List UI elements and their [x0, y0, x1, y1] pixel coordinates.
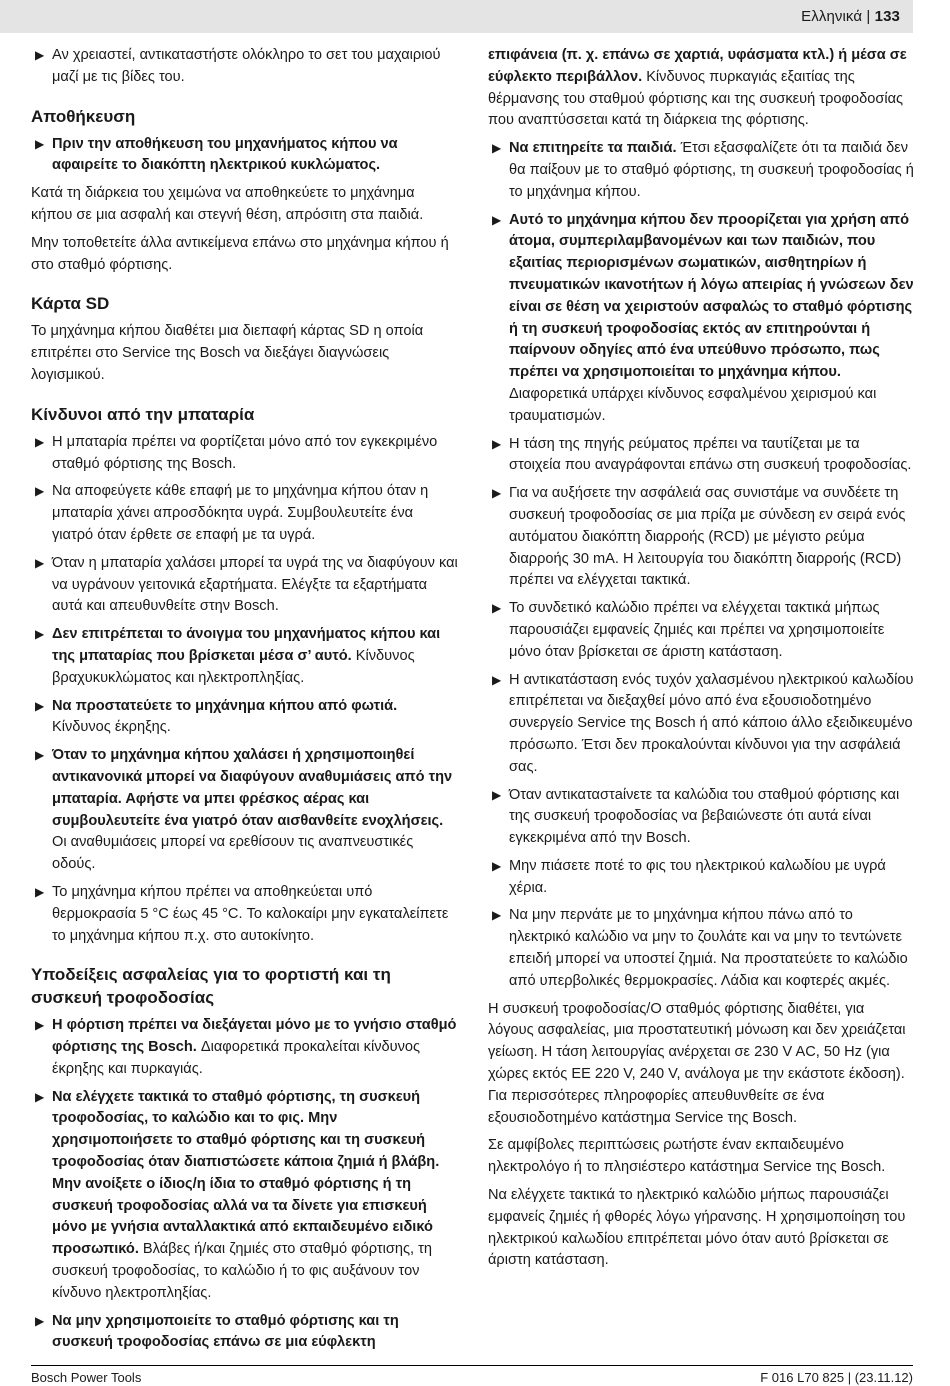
- body-text: Η συσκευή τροφοδοσίας/Ο σταθμός φόρτισης διαθέτει, για λόγους ασφαλείας, μια προστατευτική μόνωση και δεν χρειάζεται γείωση. Η τάση λειτουργίας ανέρχεται σε 230 V AC, 50 Hz (για χώρες εκτός ΕΕ 220 V, 240 V, ανάλογα με την εκάστοτε έκδοση). Για περισσότερες πληροφορίες απευθυνθείτε σε ένα εξουσιοδοτημένο κατάστημα Service της Bosch.: [488, 1000, 906, 1126]
- paragraph: [488, 1135, 914, 1179]
- body-text: Να ελέγχετε τακτικά το ηλεκτρικό καλώδιο μήπως παρουσιάζει εμφανείς ζημιές ή φθορές λόγω γήρανσης. Η χρησιμοποίηση του ηλεκτρικού καλωδίου επιτρέπεται μόνο όταν αυτό βρίσκεται σε άριστη κατάσταση.: [488, 1187, 906, 1269]
- bullet-item: [488, 138, 914, 203]
- bullet-item: [31, 1311, 458, 1355]
- body-text: Κίνδυνος βραχυκυκλώματος και ηλεκτροπληξίας.: [52, 647, 415, 686]
- bullet-item: [31, 45, 458, 89]
- section-heading: Κίνδυνοι από την μπαταρία: [31, 404, 255, 424]
- bold-text: Δεν επιτρέπεται το άνοιγμα του μηχανήματος κήπου και της μπαταρίας που βρίσκεται μέσα σ’ αυτό.: [52, 626, 441, 664]
- bullet-arrow-icon: ▶: [35, 1089, 45, 1104]
- bullet-arrow-icon: ▶: [35, 484, 45, 499]
- body-text: Όταν αντικαταστaίνετε τα καλώδια του σταθμού φόρτισης και της συσκευή τροφοδοσίας να βεβαιώνεστε ότι αυτά είναι εγκεκριμένα από την Bosch.: [509, 786, 900, 847]
- body-text: Η τάση της πηγής ρεύματος πρέπει να ταυτίζεται με τα στοιχεία που αναγράφονται επάνω στη συσκευή τροφοδοσίας.: [509, 435, 912, 474]
- body-text: Όταν η μπαταρία χαλάσει μπορεί τα υγρά της να διαφύγουν και να υγράνουν γειτονικά εξαρτήματα. Ελέγξτε τα εξαρτήματα αυτά και απευθυνθείτε στην Bosch.: [52, 554, 458, 615]
- body-text: Έτσι εξασφαλίζετε ότι τα παιδιά δεν θα παίξουν με το σταθμό φόρτισης, τη συσκευή τροφοδοσίας ή το μηχάνημα κήπου.: [509, 140, 914, 200]
- paragraph: [488, 45, 914, 132]
- bullet-arrow-icon: ▶: [35, 1018, 45, 1033]
- bullet-arrow-icon: ▶: [492, 141, 502, 156]
- bold-text: Πριν την αποθήκευση του μηχανήματος κήπου να αφαιρείτε το διακόπτη ηλεκτρικού κυκλώματος.: [52, 135, 398, 174]
- body-text: Η μπαταρία πρέπει να φορτίζεται μόνο από τον εγκεκριμένο σταθμό φόρτισης της Bosch.: [52, 433, 438, 472]
- bullet-arrow-icon: ▶: [492, 601, 502, 616]
- body-text: Βλάβες ή/και ζημιές στο σταθμό φόρτισης, τη συσκευή τροφοδοσίας, το καλώδιο ή το φις αυξάνουν τον κίνδυνο ηλεκτροπληξίας.: [52, 1241, 432, 1301]
- bullet-item: [488, 670, 914, 779]
- body-text: Για να αυξήσετε την ασφάλειά σας συνιστάμε να συνδέετε τη συσκευή τροφοδοσίας σε μια πρίζα με σύνδεση εν σειρά ενός αυτόματου διακόπτη διαρροής (RCD) με μέγιστο ρεύμα διαρροής 30 mA. Η λειτουργία του διακόπτη διαρροής (RCD) πρέπει να ελέγχεται τακτικά.: [509, 485, 906, 589]
- paragraph: [488, 1185, 914, 1272]
- page-header: [801, 8, 900, 25]
- header-language: Ελληνικά: [801, 8, 863, 25]
- bold-text: Να ελέγχετε τακτικά το σταθμό φόρτισης, τη συσκευή τροφοδοσίας, το καλώδιο και το φις. Μην χρησιμοποιήσετε το σταθμό φόρτισης και τη συσκευή τροφοδοσίας όταν διαπιστώσετε κάποια ζημιά ή βλάβη. Μην ανοίξετε ο ίδιος/η ίδια το σταθμό φόρτισης ή τη συσκευή τροφοδοσίας αλλά να τα δίνετε για επισκευή μόνο με γνήσια ανταλλακτικά από εκπαιδευμένο ειδικό προσωπικό.: [52, 1088, 440, 1258]
- left-column: [31, 45, 458, 1360]
- bullet-item: [488, 434, 914, 478]
- footer-doc-id: F 016 L70 825 | (23.11.12): [760, 1370, 913, 1385]
- bold-text: Αυτό το μηχάνημα κήπου δεν προορίζεται για χρήση από άτομα, συμπεριλαμβανομένων και των παιδιών, που εξαιτίας περιορισμένων σωματικών, αισθητηρίων ή πνευματικών ικανοτήτων ή λόγω απειρίας ή γνώσεων δεν είναι σε θέση να χειριστούν ασφαλώς το σταθμό φόρτισης ή τη συσκευή τροφοδοσίας εκτός αν επιτηρούνται ή παίρνουν οδηγίες από ένα υπεύθυνο πρόσωπο, πως πρέπει να χρησιμοποιείται το μηχάνημα κήπου.: [509, 211, 914, 381]
- header-separator: |: [866, 8, 871, 25]
- bullet-arrow-icon: ▶: [35, 884, 45, 899]
- bullet-arrow-icon: ▶: [492, 858, 502, 873]
- section-heading: Αποθήκευση: [31, 106, 136, 126]
- bullet-arrow-icon: ▶: [492, 436, 502, 451]
- bullet-arrow-icon: ▶: [35, 555, 45, 570]
- bullet-item: [488, 905, 914, 992]
- bullet-arrow-icon: ▶: [35, 748, 45, 763]
- body-text: Το συνδετικό καλώδιο πρέπει να ελέγχεται τακτικά μήπως παρουσιάζει εμφανείς ζημιές και πρέπει να χρησιμοποιείτε μόνο όταν βρίσκεται σε άριστη κατάσταση.: [509, 600, 885, 660]
- bullet-item: [31, 624, 458, 689]
- body-text: Το μηχάνημα κήπου πρέπει να αποθηκεύεται υπό θερμοκρασία 5 °C έως 45 °C. Το καλοκαίρι μην εγκαταλείπετε το μηχάνημα κήπου π.χ. στο αυτοκίνητο.: [52, 883, 449, 944]
- paragraph: [31, 183, 458, 227]
- bullet-item: [31, 553, 458, 618]
- bullet-item: [488, 598, 914, 663]
- body-text: Σε αμφίβολες περιπτώσεις ρωτήστε έναν εκπαιδευμένο ηλεκτρολόγο ή το πλησιέστερο κατάστημα Service της Bosch.: [488, 1137, 886, 1176]
- paragraph: [488, 999, 914, 1130]
- paragraph: [31, 321, 458, 386]
- body-text: Μην τοποθετείτε άλλα αντικείμενα επάνω στο μηχάνημα κήπου ή στο σταθμό φόρτισης.: [31, 234, 449, 273]
- section-heading: Υποδείξεις ασφαλείας για το φορτιστή και τη συσκευή τροφοδοσίας: [31, 965, 391, 1008]
- bold-text: Να επιτηρείτε τα παιδιά.: [509, 140, 677, 157]
- bullet-item: [31, 1015, 458, 1080]
- bullet-item: [31, 432, 458, 476]
- bullet-item: [31, 745, 458, 876]
- bullet-item: [488, 785, 914, 850]
- body-text: Κίνδυνος πυρκαγιάς εξαιτίας της θέρμανσης του σταθμού φόρτισης και της συσκευή τροφοδοσίας που αναπτύσσεται κατά τη διάρκεια της φόρτισης.: [488, 68, 904, 129]
- bullet-arrow-icon: ▶: [492, 486, 502, 501]
- bold-text: Να προστατεύετε το μηχάνημα κήπου από φωτιά.: [52, 697, 398, 714]
- body-text: Κατά τη διάρκεια του χειμώνα να αποθηκεύετε το μηχάνημα κήπου σε μια ασφαλή και στεγνή θέση, απρόσιτη στα παιδιά.: [31, 185, 424, 223]
- body-text: Μην πιάσετε ποτέ το φις του ηλεκτρικού καλωδίου με υγρά χέρια.: [509, 857, 886, 896]
- footer-divider: [31, 1365, 913, 1366]
- bullet-arrow-icon: ▶: [35, 136, 45, 151]
- body-text: Να μην περνάτε με το μηχάνημα κήπου πάνω από το ηλεκτρικό καλώδιο να μην το ζουλάτε και να μην το τεντώνετε επειδή μπορεί να υποστεί ζημιά. Να προστατεύετε το καλώδιο από υπερβολικές θερμοκρασίες. Λάδια και κοφτερές ακμές.: [509, 907, 908, 989]
- bullet-item: [31, 1087, 458, 1305]
- bullet-arrow-icon: ▶: [35, 698, 45, 713]
- bullet-item: [488, 210, 914, 428]
- page-number: 133: [874, 8, 900, 25]
- bullet-item: [31, 696, 458, 740]
- body-text: Το μηχάνημα κήπου διαθέτει μια διεπαφή κάρτας SD η οποία επιτρέπει στο Service της Bosch να διεξάγει διαγνώσεις λογισμικού.: [31, 323, 424, 383]
- bullet-arrow-icon: ▶: [35, 48, 45, 62]
- body-text: Διαφορετικά προκαλείται κίνδυνος έκρηξης και πυρκαγιάς.: [52, 1039, 421, 1077]
- bullet-item: [31, 481, 458, 546]
- bold-text: Να μην χρησιμοποιείτε το σταθμό φόρτισης και τη συσκευή τροφοδοσίας επάνω σε μια εύφλεκτη: [52, 1312, 399, 1351]
- body-text: Αν χρειαστεί, αντικαταστήστε ολόκληρο το σετ του μαχαιριού μαζί με τις βίδες του.: [52, 47, 441, 85]
- bullet-arrow-icon: ▶: [492, 908, 502, 923]
- body-text: Να αποφεύγετε κάθε επαφή με το μηχάνημα κήπου όταν η μπαταρία χάνει απροσδόκητα υγρά. Συμβουλευτείτε ένα γιατρό όταν έρθετε σε επαφή με τα υγρά.: [52, 483, 429, 543]
- bullet-arrow-icon: ▶: [492, 672, 502, 687]
- bullet-arrow-icon: ▶: [35, 434, 45, 449]
- paragraph: [31, 233, 458, 277]
- bullet-arrow-icon: ▶: [492, 787, 502, 802]
- bold-text: επιφάνεια (π. χ. επάνω σε χαρτιά, υφάσματα κτλ.) ή μέσα σε εύφλεκτο περιβάλλον.: [488, 47, 907, 85]
- body-text: Κίνδυνος έκρηξης.: [52, 719, 171, 736]
- bullet-item: [31, 882, 458, 947]
- header-band: [0, 0, 913, 33]
- bullet-item: [488, 856, 914, 900]
- bold-text: Όταν το μηχάνημα κήπου χαλάσει ή χρησιμοποιηθεί αντικανονικά μπορεί να διαφύγουν αναθυμιάσεις από την μπαταρία. Αφήστε να μπει φρέσκος αέρας και συμβουλευτείτε ένα γιατρό όταν αισθανθείτε ενοχλήσεις.: [52, 747, 453, 829]
- bullet-item: [488, 483, 914, 592]
- bullet-arrow-icon: ▶: [492, 212, 502, 227]
- section-heading: Κάρτα SD: [31, 294, 110, 314]
- body-text: Διαφορετικά υπάρχει κίνδυνος εσφαλμένου χειρισμού και τραυματισμών.: [509, 385, 877, 424]
- bullet-item: [31, 134, 458, 178]
- right-column: [488, 45, 914, 1278]
- bullet-arrow-icon: ▶: [35, 627, 45, 642]
- body-text: Οι αναθυμιάσεις μπορεί να ερεθίσουν τις αναπνευστικές οδούς.: [52, 834, 414, 873]
- body-text: Η αντικατάσταση ενός τυχόν χαλασμένου ηλεκτρικού καλωδίου επιτρέπεται να διεξαχθεί μόνο από ένα εξουσιοδοτημένο συνεργείο Service της Bosch ή από κάποιο άλλο εξειδικευμένο πρόσωπο. Έτσι δεν προκαλούνται κίνδυνοι για την ασφάλειά σας.: [509, 671, 914, 775]
- bold-text: Η φόρτιση πρέπει να διεξάγεται μόνο με το γνήσιο σταθμό φόρτισης της Bosch.: [52, 1017, 457, 1056]
- footer-brand: Bosch Power Tools: [31, 1370, 142, 1385]
- bullet-arrow-icon: ▶: [35, 1313, 45, 1328]
